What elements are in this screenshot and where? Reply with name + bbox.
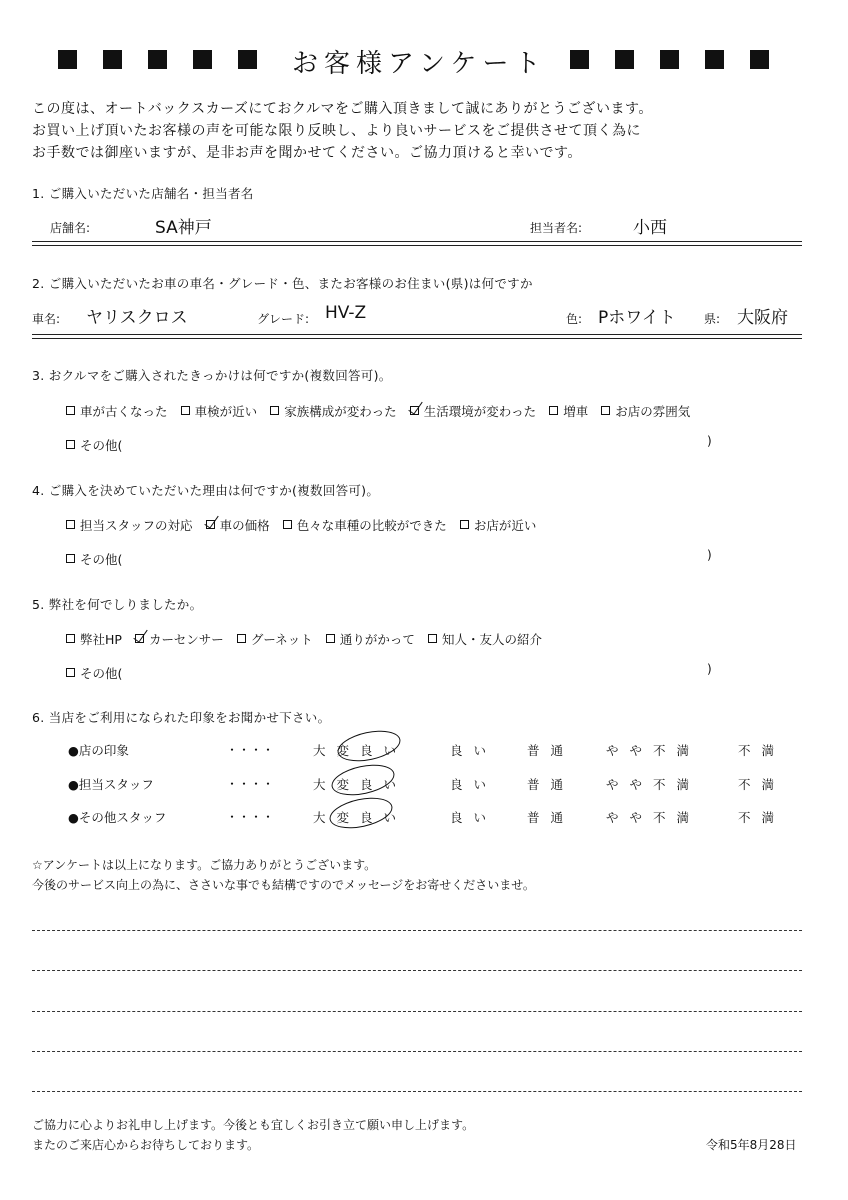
square-mark — [705, 50, 724, 69]
checkbox[interactable] — [66, 406, 75, 415]
q3-other-close: ) — [707, 434, 712, 448]
q5-other-close: ) — [707, 662, 712, 676]
staff-label: 担当者名: — [530, 221, 583, 235]
option-car-price[interactable]: 車の価格 — [206, 516, 270, 534]
divider — [32, 338, 802, 339]
checkbox[interactable] — [601, 406, 610, 415]
leader-dots: ・・・・ — [226, 743, 275, 757]
q4-other[interactable]: その他( — [66, 548, 130, 568]
selected-circle — [329, 760, 397, 801]
car-label: 車名: — [32, 312, 61, 326]
option-carsensor[interactable]: カーセンサー — [135, 630, 224, 648]
intro-line: お手数では御座いますが、是非お声を聞かせてください。ご協力頂けると幸いです。 — [32, 145, 582, 161]
rating-row-label: ●担当スタッフ — [68, 777, 154, 792]
message-line[interactable] — [32, 970, 802, 971]
rating-normal[interactable]: 普通 — [527, 810, 575, 825]
option-referral[interactable]: 知人・友人の紹介 — [428, 630, 542, 648]
checkbox[interactable] — [428, 634, 437, 643]
checkbox[interactable] — [66, 634, 75, 643]
question-2: 2. ご購入いただいたお車の車名・グレード・色、またお客様のお住まい(県)は何ですか — [32, 276, 533, 291]
page-title: お客様アンケート — [292, 49, 547, 79]
checkbox[interactable] — [181, 406, 190, 415]
q4-other-close: ) — [707, 548, 712, 562]
rating-very-good[interactable]: 大変良い — [313, 777, 408, 792]
store-value: SA神戸 — [155, 218, 212, 238]
message-line[interactable] — [32, 1051, 802, 1052]
checkbox-checked[interactable] — [206, 520, 215, 529]
car-value: ヤリスクロス — [86, 308, 188, 328]
question-5: 5. 弊社を何でしりましたか。 — [32, 597, 203, 612]
option-goonet[interactable]: グーネット — [237, 630, 313, 648]
date: 令和5年8月28日 — [706, 1138, 797, 1152]
square-mark — [750, 50, 769, 69]
option-shop-near[interactable]: お店が近い — [460, 516, 537, 534]
message-line[interactable] — [32, 1091, 802, 1092]
square-mark — [193, 50, 212, 69]
q5-other[interactable]: その他( — [66, 662, 130, 682]
square-mark — [570, 50, 589, 69]
message-line[interactable] — [32, 1011, 802, 1012]
staff-value: 小西 — [633, 218, 667, 238]
option-passing-by[interactable]: 通りがかって — [326, 630, 415, 648]
option-inspection-near[interactable]: 車検が近い — [181, 402, 258, 420]
leader-dots: ・・・・ — [226, 810, 275, 824]
checkbox[interactable] — [460, 520, 469, 529]
selected-circle — [327, 793, 395, 834]
color-label: 色: — [566, 312, 583, 326]
message-line[interactable] — [32, 930, 802, 931]
rating-somewhat-unsatisfied[interactable]: やや不満 — [606, 743, 701, 758]
selected-circle — [335, 726, 403, 767]
intro-line: この度は、オートバックスカーズにておクルマをご購入頂きまして誠にありがとうございます。 — [32, 101, 653, 117]
grade-value: HV-Z — [325, 303, 367, 323]
checkbox[interactable] — [66, 440, 75, 449]
option-compare-models[interactable]: 色々な車種の比較ができた — [283, 516, 447, 534]
question-1: 1. ご購入いただいた店舗名・担当者名 — [32, 186, 254, 201]
store-label: 店舗名: — [50, 221, 91, 235]
closing-note: 今後のサービス向上の為に、ささいな事でも結構ですのでメッセージをお寄せくださいませ。 — [32, 878, 535, 892]
option-family-change[interactable]: 家族構成が変わった — [270, 402, 396, 420]
rating-unsatisfied[interactable]: 不満 — [738, 743, 786, 758]
footer-line: ご協力に心よりお礼申し上げます。今後とも宜しくお引き立て願い申し上げます。 — [32, 1118, 475, 1132]
checkbox-checked[interactable] — [410, 406, 419, 415]
pref-label: 県: — [704, 312, 721, 326]
rating-row-label: ●その他スタッフ — [68, 810, 167, 825]
question-6: 6. 当店をご利用になられた印象をお聞かせ下さい。 — [32, 710, 331, 725]
rating-good[interactable]: 良い — [450, 777, 498, 792]
rating-unsatisfied[interactable]: 不満 — [738, 810, 786, 825]
pref-value: 大阪府 — [737, 308, 788, 328]
square-mark — [58, 50, 77, 69]
checkbox[interactable] — [283, 520, 292, 529]
leader-dots: ・・・・ — [226, 777, 275, 791]
rating-unsatisfied[interactable]: 不満 — [738, 777, 786, 792]
rating-good[interactable]: 良い — [450, 810, 498, 825]
checkbox[interactable] — [66, 520, 75, 529]
rating-normal[interactable]: 普通 — [527, 777, 575, 792]
rating-somewhat-unsatisfied[interactable]: やや不満 — [606, 777, 701, 792]
rating-very-good[interactable]: 大変良い — [313, 810, 408, 825]
square-mark — [660, 50, 679, 69]
question-3: 3. おクルマをご購入されたきっかけは何ですか(複数回答可)。 — [32, 368, 392, 383]
divider — [32, 241, 802, 242]
footer-line: またのご来店心からお待ちしております。 — [32, 1138, 260, 1152]
square-mark — [148, 50, 167, 69]
closing-note: ☆アンケートは以上になります。ご協力ありがとうございます。 — [32, 858, 377, 872]
rating-row-label: ●店の印象 — [68, 743, 129, 758]
checkbox[interactable] — [66, 668, 75, 677]
square-mark — [238, 50, 257, 69]
divider — [32, 245, 802, 246]
intro-line: お買い上げ頂いたお客様の声を可能な限り反映し、より良いサービスをご提供させて頂く為に — [32, 123, 641, 139]
color-value: Pホワイト — [598, 308, 676, 328]
checkbox[interactable] — [326, 634, 335, 643]
q3-options — [66, 400, 698, 420]
rating-good[interactable]: 良い — [450, 743, 498, 758]
checkbox[interactable] — [66, 554, 75, 563]
rating-somewhat-unsatisfied[interactable]: やや不満 — [606, 810, 701, 825]
divider — [32, 334, 802, 335]
rating-very-good[interactable]: 大変良い — [313, 743, 408, 758]
option-car-old[interactable]: 車が古くなった — [66, 402, 168, 420]
checkbox[interactable] — [270, 406, 279, 415]
square-mark — [103, 50, 122, 69]
q3-other[interactable]: その他( — [66, 434, 130, 454]
checkbox[interactable] — [549, 406, 558, 415]
square-mark — [615, 50, 634, 69]
q4-options — [66, 514, 544, 534]
question-4: 4. ご購入を決めていただいた理由は何ですか(複数回答可)。 — [32, 483, 380, 498]
title-row — [0, 38, 848, 78]
checkbox-checked[interactable] — [135, 634, 144, 643]
q5-options — [66, 628, 550, 648]
option-additional-car[interactable]: 増車 — [549, 402, 588, 420]
option-shop-atmosphere[interactable]: お店の雰囲気 — [601, 402, 690, 420]
option-company-hp[interactable]: 弊社HP — [66, 630, 122, 648]
checkbox[interactable] — [237, 634, 246, 643]
grade-label: グレード: — [257, 312, 310, 326]
option-lifestyle-change[interactable]: 生活環境が変わった — [410, 402, 536, 420]
rating-normal[interactable]: 普通 — [527, 743, 575, 758]
option-staff-response[interactable]: 担当スタッフの対応 — [66, 516, 193, 534]
